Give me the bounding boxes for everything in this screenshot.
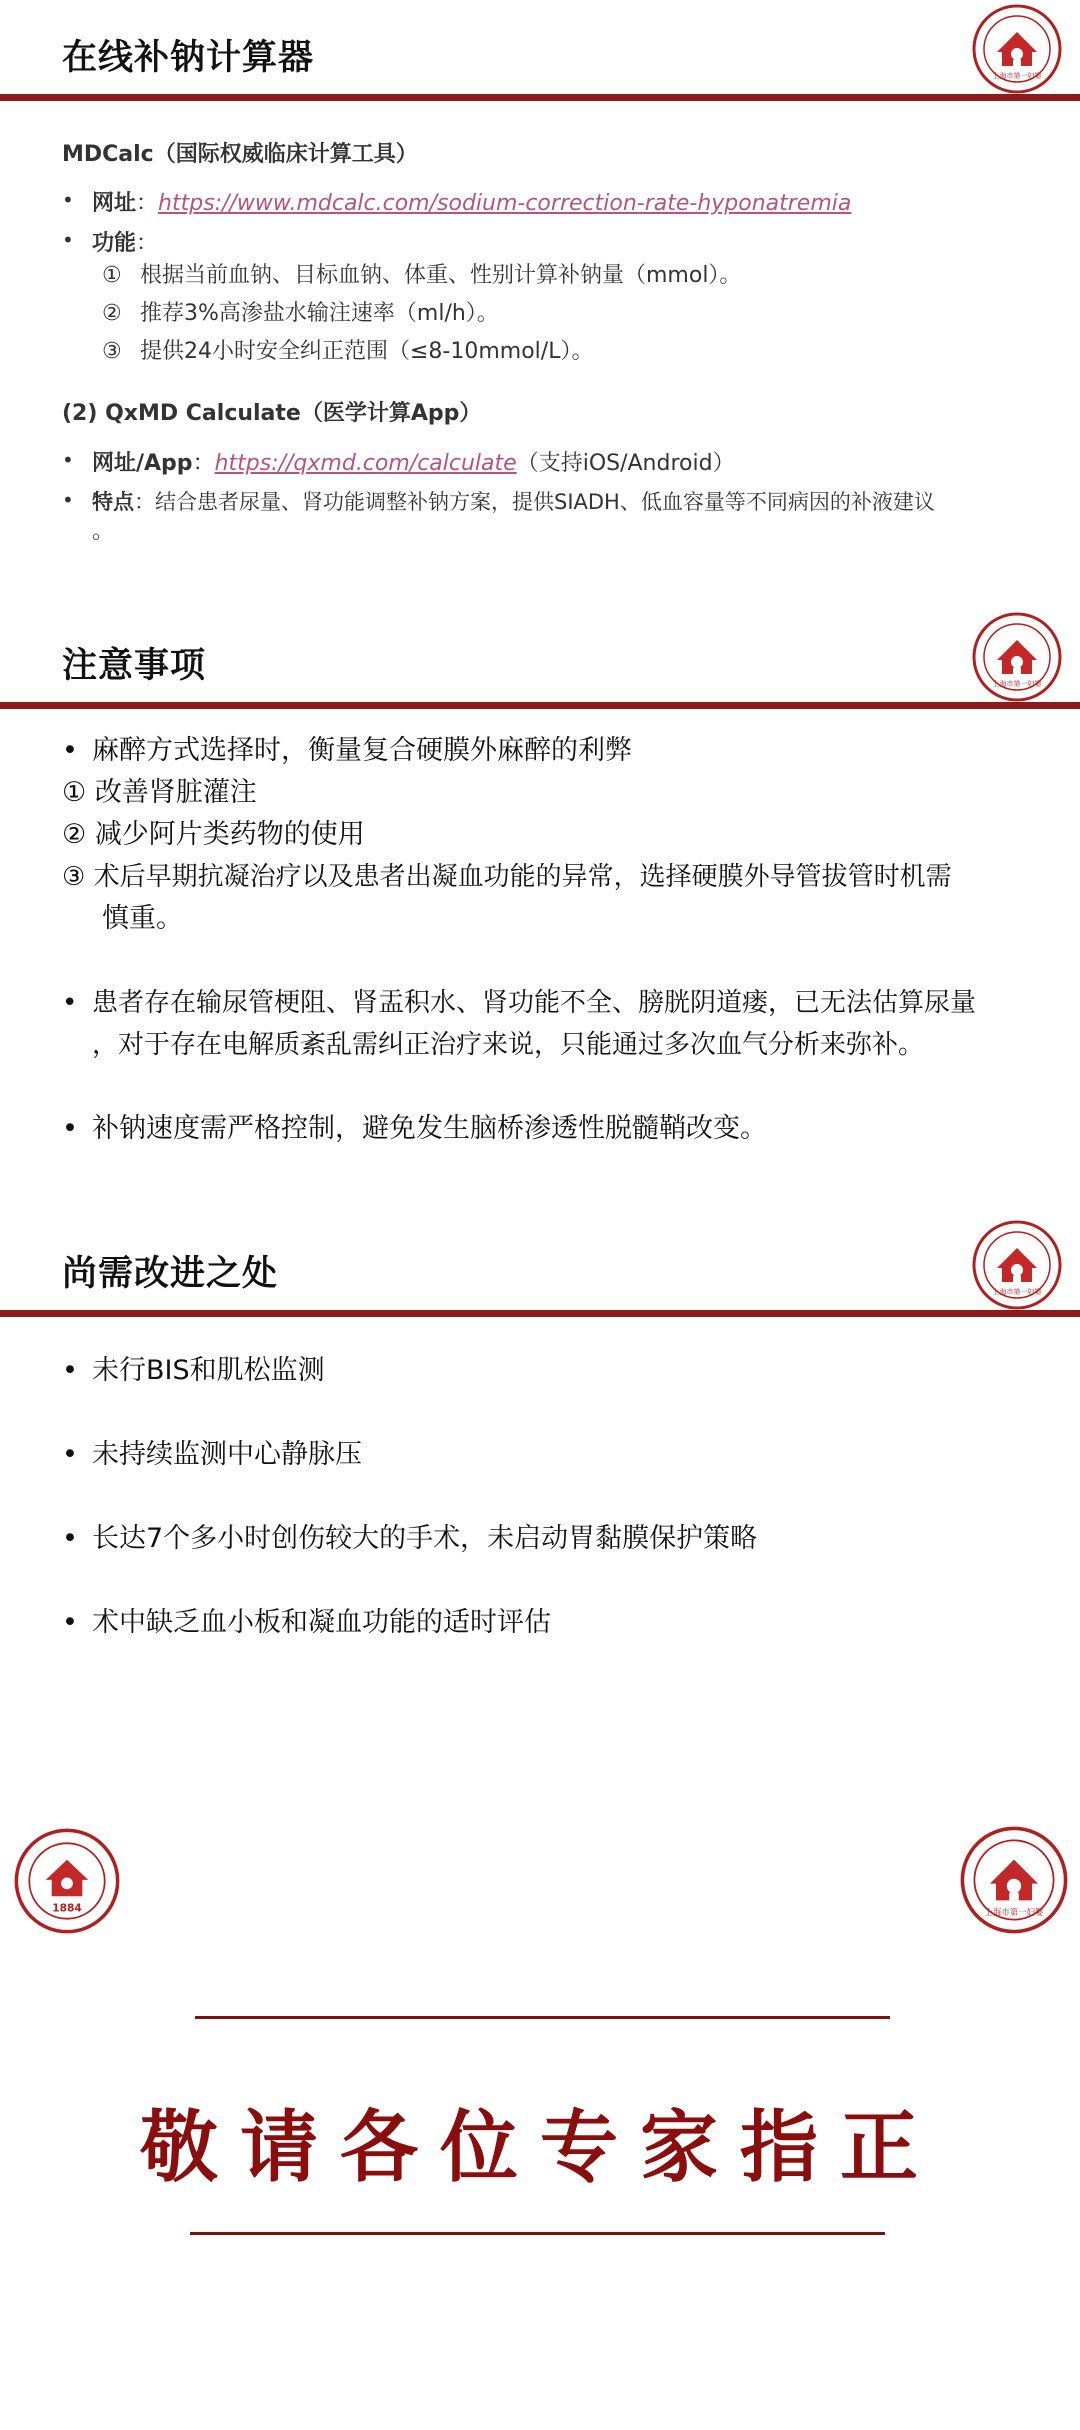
bullet-marker: •	[62, 988, 78, 1018]
improvement-item	[62, 1434, 362, 1476]
item-number: ①	[102, 263, 122, 288]
feature-label: 特点	[92, 490, 134, 514]
bullet-text: 麻醉方式选择时，衡量复合硬膜外麻醉的利弊	[92, 735, 632, 766]
bullet-text: 长达7个多小时创伤较大的手术，未启动胃黏膜保护策略	[92, 1523, 758, 1554]
improvement-item	[62, 1350, 325, 1392]
app-support-note: （支持iOS/Android）	[516, 451, 735, 476]
bullet-marker: •	[62, 188, 74, 212]
item-number: ③	[62, 862, 86, 892]
hospital-logo-icon	[972, 1220, 1062, 1310]
improvement-item	[62, 1518, 758, 1560]
item-text: 术后早期抗凝治疗以及患者出凝血功能的异常，选择硬膜外导管拔管时机需	[93, 862, 952, 892]
bullet-marker: •	[62, 1607, 78, 1638]
bullet-text: 未持续监测中心静脉压	[92, 1439, 362, 1470]
item-number: ②	[62, 819, 87, 850]
item-text: 推荐3%高渗盐水输注速率（ml/h）。	[140, 301, 499, 326]
section-heading-qxmd: (2) QxMD Calculate（医学计算App）	[62, 401, 482, 426]
bullet-text: 补钠速度需严格控制，避免发生脑桥渗透性脱髓鞘改变。	[92, 1113, 767, 1144]
bullet-marker: •	[62, 1355, 78, 1386]
bullet-marker: •	[62, 448, 74, 472]
numbered-item	[62, 856, 1062, 898]
seal-year: 1884	[52, 1902, 82, 1915]
mdcalc-url-row	[92, 186, 851, 217]
hospital-seal-1884-icon	[14, 1828, 120, 1934]
slide-improvements	[0, 1210, 1080, 1800]
bullet-continuation: ，对于存在电解质紊乱需纠正治疗来说，只能通过多次血气分析来弥补。	[92, 1030, 925, 1060]
function-row	[92, 226, 158, 257]
qxmd-url-row	[92, 446, 735, 477]
bullet-marker: •	[62, 735, 78, 766]
feature-text: 结合患者尿量、肾功能调整补钠方案，提供SIADH、低血容量等不同病因的补液建议	[155, 490, 935, 514]
slide-title: 注意事项	[62, 646, 207, 686]
bullet-marker: •	[62, 1439, 78, 1470]
app-separator: ：	[192, 451, 215, 476]
slide-title: 尚需改进之处	[62, 1254, 279, 1294]
bullet-marker: •	[62, 488, 74, 512]
feature-text-continuation: 。	[92, 519, 115, 544]
bullet-marker: •	[62, 1113, 78, 1144]
section-heading-mdcalc: MDCalc（国际权威临床计算工具）	[62, 142, 418, 167]
item-number: ①	[62, 777, 87, 808]
bullet-text: 术中缺乏血小板和凝血功能的适时评估	[92, 1607, 551, 1638]
title-divider	[0, 1310, 1080, 1317]
hospital-logo-icon	[960, 1826, 1068, 1934]
item-text: 提供24小时安全纠正范围（≤8-10mmol/L）。	[140, 339, 594, 364]
title-divider	[0, 94, 1080, 101]
closing-bottom-rule	[190, 2232, 885, 2235]
function-item	[102, 258, 741, 289]
qxmd-link[interactable]: https://qxmd.com/calculate	[214, 451, 517, 476]
item-text: 改善肾脏灌注	[94, 777, 257, 808]
slide-sodium-calculator	[0, 0, 1080, 590]
feature-separator: ：	[134, 490, 155, 514]
mdcalc-link[interactable]: https://www.mdcalc.com/sodium-correction-rate-hyponatremia	[158, 191, 852, 216]
hospital-logo-icon	[972, 612, 1062, 702]
item-number: ③	[102, 339, 122, 364]
numbered-item-continuation: 慎重。	[102, 903, 183, 934]
url-label: 网址	[92, 191, 137, 216]
closing-message: 敬请各位专家指正	[139, 2102, 940, 2193]
function-separator: ：	[136, 231, 159, 256]
title-divider	[0, 702, 1080, 709]
numbered-item	[62, 814, 365, 856]
hospital-logo-icon	[972, 4, 1062, 94]
slide-title: 在线补钠计算器	[62, 38, 315, 78]
item-text: 根据当前血钠、目标血钠、体重、性别计算补钠量（mmol）。	[140, 263, 742, 288]
bullet-urine-estimation	[62, 982, 1052, 1024]
item-text: 减少阿片类药物的使用	[94, 819, 365, 850]
function-item	[102, 296, 499, 327]
url-separator: ：	[136, 191, 159, 216]
bullet-text: 患者存在输尿管梗阻、肾盂积水、肾功能不全、膀胱阴道瘘，已无法估算尿量	[92, 988, 977, 1018]
improvement-item	[62, 1602, 551, 1644]
bullet-marker: •	[62, 228, 74, 252]
bullet-marker: •	[62, 1523, 78, 1554]
bullet-text: 未行BIS和肌松监测	[92, 1355, 325, 1386]
function-label: 功能	[92, 231, 137, 256]
function-item	[102, 334, 593, 365]
numbered-item	[62, 772, 257, 814]
closing-top-rule	[195, 2016, 890, 2019]
feature-row	[92, 486, 1012, 516]
slide-precautions	[0, 600, 1080, 1190]
bullet-anesthesia	[62, 730, 632, 772]
item-number: ②	[102, 301, 122, 326]
bullet-sodium-rate	[62, 1108, 767, 1150]
app-label: 网址/App	[92, 451, 193, 476]
